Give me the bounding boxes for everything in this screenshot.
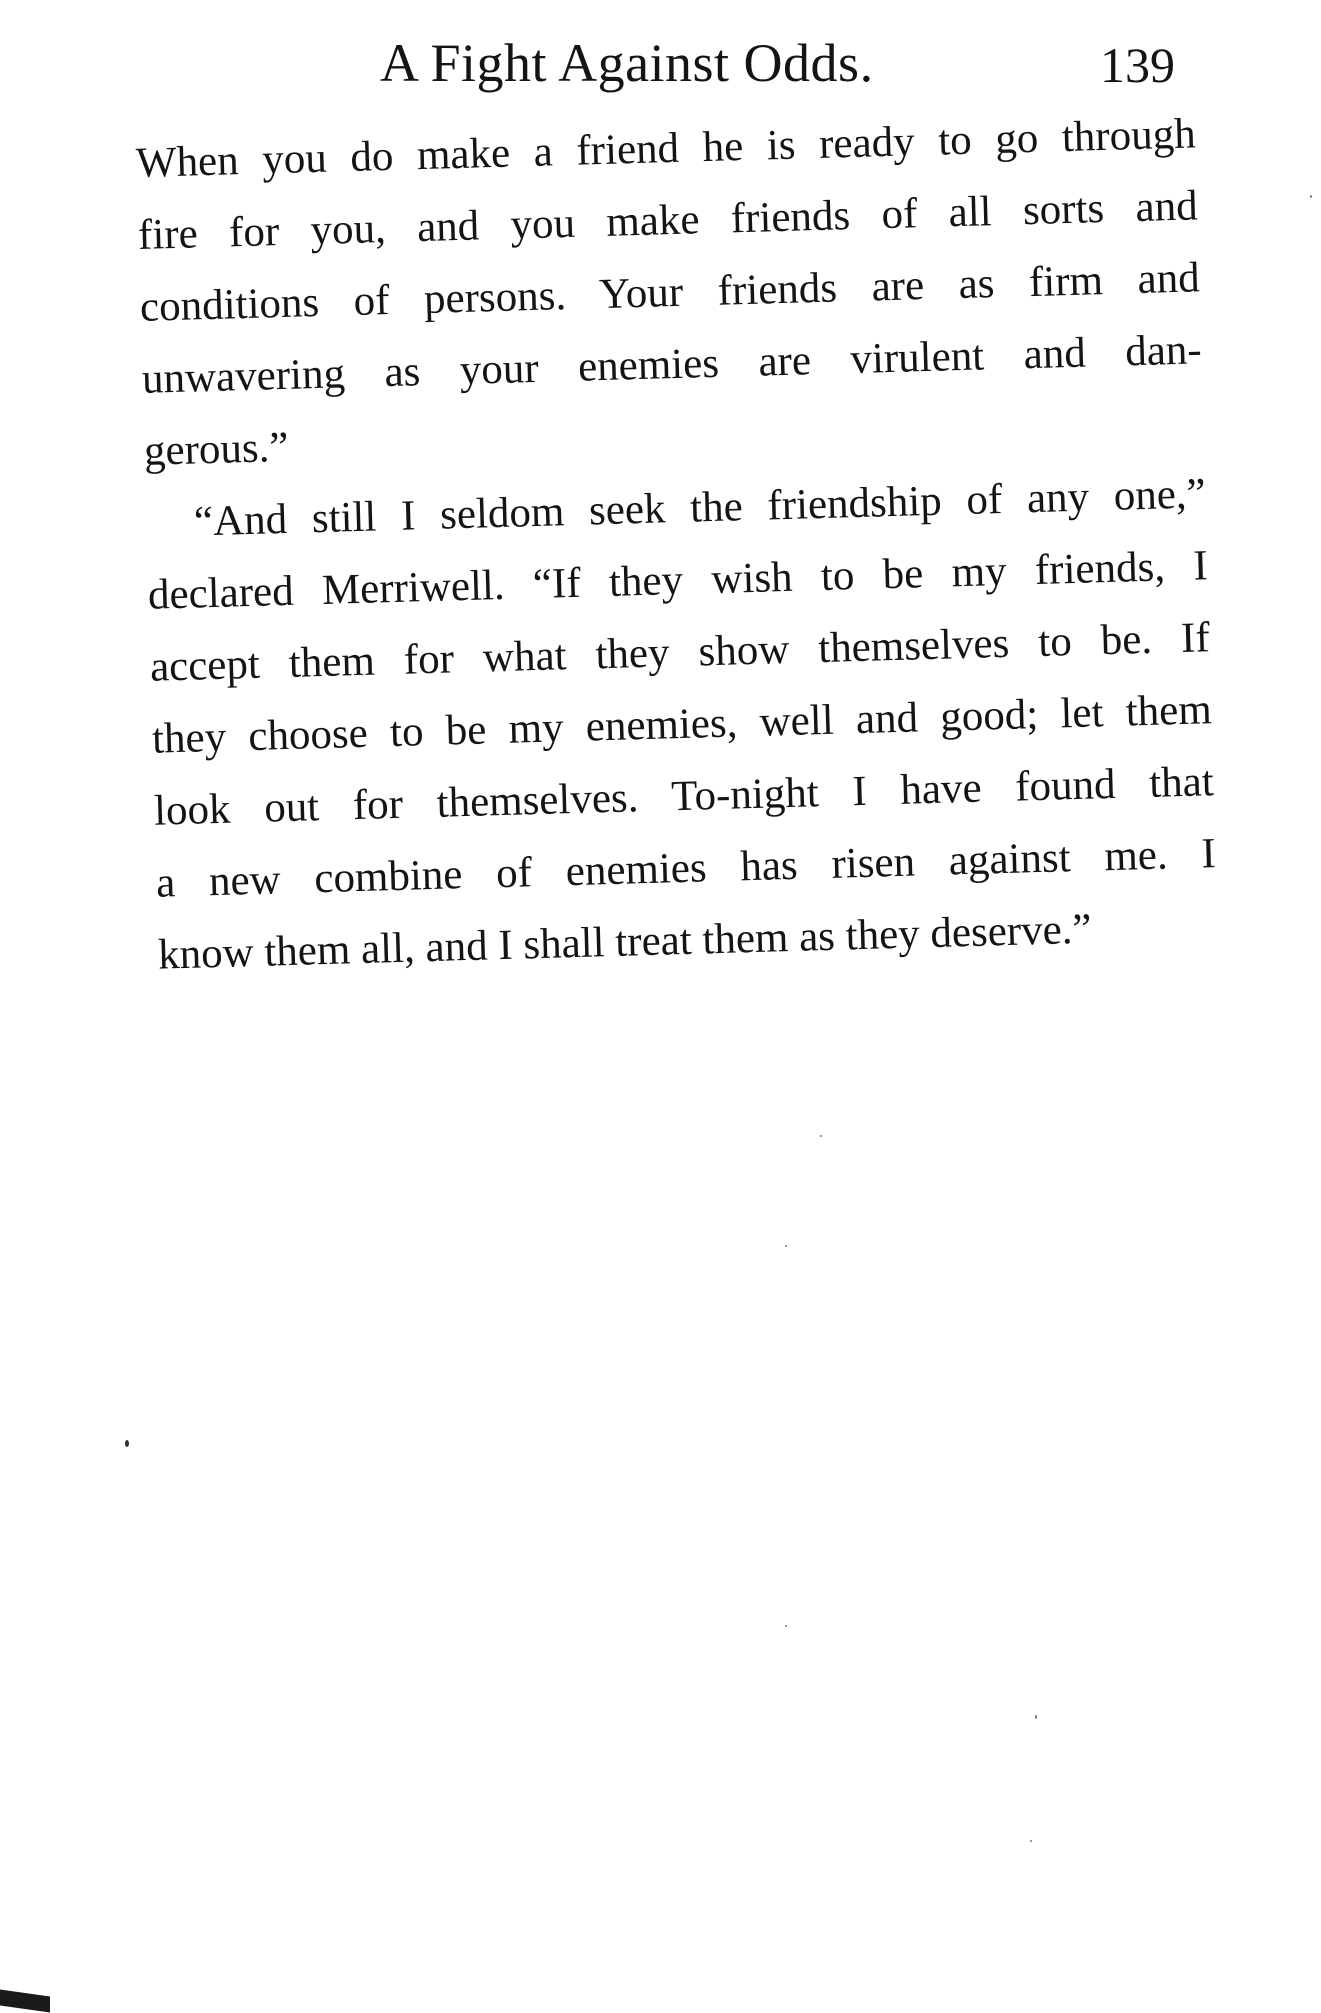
scan-speck	[1035, 1715, 1037, 1719]
text-line: conditions of persons. Your friends are as firm and	[139, 254, 1201, 331]
text-line: know them all, and I shall treat them as they deserve.”	[157, 905, 1093, 979]
text-line: accept them for what they show themselves to be. If	[149, 614, 1211, 691]
text-line: gerous.”	[143, 423, 290, 475]
scan-speck	[1310, 195, 1312, 198]
scan-speck	[125, 1440, 129, 1447]
scan-speck	[785, 1625, 787, 1627]
text-line: declared Merriwell. “If they wish to be my friends, I	[147, 542, 1209, 619]
text-line: a new combine of enemies has risen against me. I	[155, 830, 1217, 907]
text-line: unwavering as your enemies are virulent and dan-	[141, 326, 1203, 403]
scan-edge-mark	[0, 1989, 50, 2012]
running-title: A Fight Against Odds.	[380, 33, 874, 93]
scan-speck	[1030, 1840, 1032, 1842]
text-line: fire for you, and you make friends of all sorts and	[137, 182, 1199, 259]
text-line: “And still I seldom seek the friendship of any one,”	[193, 470, 1207, 546]
scan-speck	[820, 1135, 822, 1137]
text-line: look out for themselves. To-night I have found that	[153, 758, 1215, 835]
scan-speck	[785, 1245, 787, 1247]
body-text	[135, 98, 1219, 991]
text-line: they choose to be my enemies, well and good; let them	[151, 686, 1213, 763]
page-number: 139	[1100, 37, 1175, 93]
text-line: When you do make a friend he is ready to go through	[135, 110, 1197, 187]
